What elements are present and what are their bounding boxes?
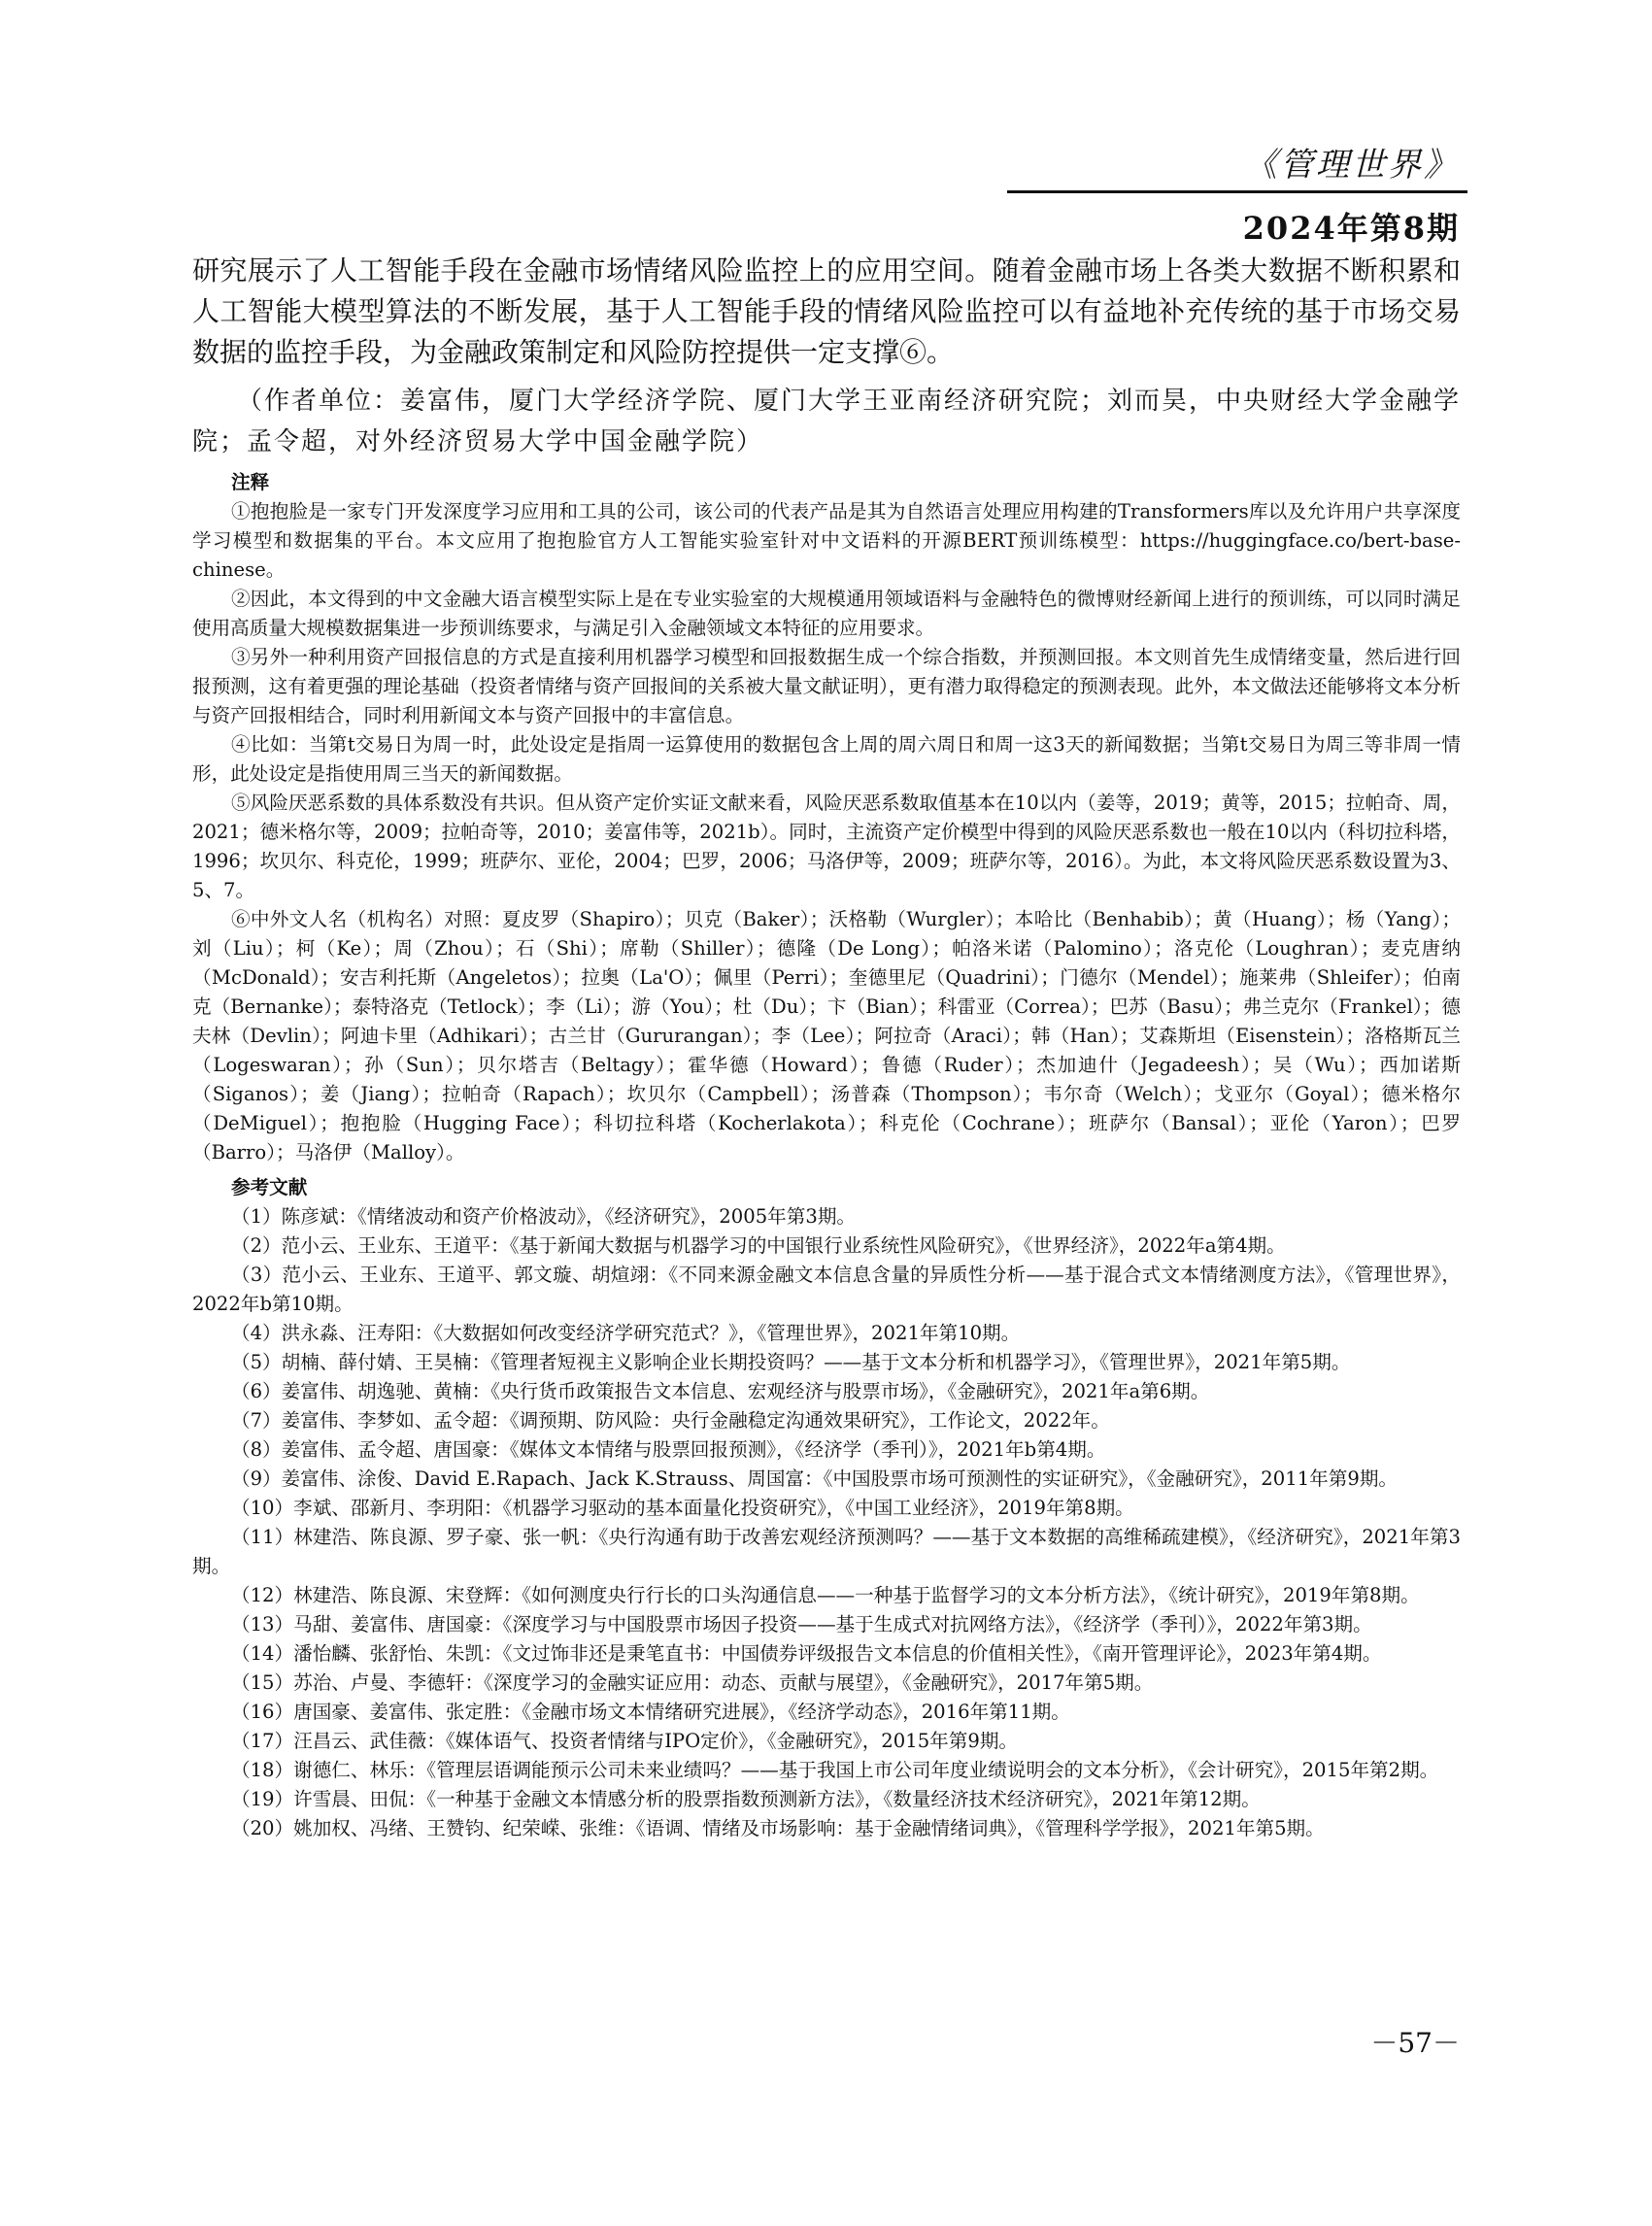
- reference-item: （20）姚加权、冯绪、王赞钧、纪荣嵘、张维：《语调、情绪及市场影响：基于金融情绪词典》，《管理科学学报》，2021年第5期。: [231, 1817, 1325, 1839]
- reference-item: （11）林建浩、陈良源、罗子豪、张一帆：《央行沟通有助于改善宏观经济预测吗？——基于文本数据的高维稀疏建模》，《经济研究》，2021年第3期。: [192, 1526, 1461, 1577]
- journal-title: 《管理世界》: [1244, 146, 1460, 185]
- note-6: ⑥中外文人名（机构名）对照：夏皮罗（Shapiro）；贝克（Baker）；沃格勒（Wurgler）；本哈比（Benhabib）；黄（Huang）；杨（Yang）；刘（Liu）；柯（Ke）；周（Zhou）；石（Shi）；席勒（Shiller）；德隆（De Long）；帕洛米诺（Palomino）；洛克伦（Loughran）；麦克唐纳（McDonald）；安吉利托斯（Angeletos）；拉奥（La'O）；佩里（Perri）；奎德里尼（Quadrini）；门德尔（Mendel）；施莱弗（Shleifer）；伯南克（Bernanke）；泰特洛克（Tetlock）；李（Li）；游（You）；杜（Du）；卞（Bian）；科雷亚（Correa）；巴苏（Basu）；弗兰克尔（Frankel）；德夫林（Devlin）；阿迪卡里（Adhikari）；古兰甘（Gururangan）；李（Lee）；阿拉奇（Araci）；韩（Han）；艾森斯坦（Eisenstein）；洛格斯瓦兰（Logeswaran）；孙（Sun）；贝尔塔吉（Beltagy）；霍华德（Howard）；鲁德（Ruder）；杰加迪什（Jegadeesh）；吴（Wu）；西加诺斯（Siganos）；姜（Jiang）；拉帕奇（Rapach）；坎贝尔（Campbell）；汤普森（Thompson）；韦尔奇（Welch）；戈亚尔（Goyal）；德米格尔（DeMiguel）；抱抱脸（Hugging Face）；科切拉科塔（Kocherlakota）；科克伦（Cochrane）；班萨尔（Bansal）；亚伦（Yaron）；巴罗（Barro）；马洛伊（Malloy）。: [192, 908, 1461, 1164]
- affiliation-text: （作者单位：姜富伟，厦门大学经济学院、厦门大学王亚南经济研究院；刘而昊，中央财经大学金融学院；孟令超，对外经济贸易大学中国金融学院）: [192, 387, 1462, 456]
- reference-item: （19）许雪晨、田侃：《一种基于金融文本情感分析的股票指数预测新方法》，《数量经济技术经济研究》，2021年第12期。: [231, 1788, 1261, 1810]
- reference-item: （1）陈彦斌：《情绪波动和资产价格波动》，《经济研究》，2005年第3期。: [231, 1205, 857, 1228]
- references-section: [192, 1173, 1461, 1843]
- note-3: ③另外一种利用资产回报信息的方式是直接利用机器学习模型和回报数据生成一个综合指数，并预测回报。本文则首先生成情绪变量，然后进行回报预测，这有着更强的理论基础（投资者情绪与资产回报间的关系被大量文献证明），更有潜力取得稳定的预测表现。此外，本文做法还能够将文本分析与资产回报相结合，同时利用新闻文本与资产回报中的丰富信息。: [192, 646, 1461, 726]
- note-4: ④比如：当第t交易日为周一时，此处设定是指周一运算使用的数据包含上周的周六周日和周一这3天的新闻数据；当第t交易日为周三等非周一情形，此处设定是指使用周三当天的新闻数据。: [192, 733, 1461, 785]
- reference-item: （13）马甜、姜富伟、唐国豪：《深度学习与中国股票市场因子投资——基于生成式对抗网络方法》，《经济学（季刊）》，2022年第3期。: [231, 1613, 1372, 1636]
- reference-item: （4）洪永淼、汪寿阳：《大数据如何改变经济学研究范式？》，《管理世界》，2021年第10期。: [231, 1322, 1021, 1344]
- note-1: ①抱抱脸是一家专门开发深度学习应用和工具的公司，该公司的代表产品是其为自然语言处理应用构建的Transformers库以及允许用户共享深度学习模型和数据集的平台。本文应用了抱抱脸官方人工智能实验室针对中文语料的开源BERT预训练模型：https://huggingface.co/bert-base-chinese。: [192, 500, 1461, 581]
- note-2: ②因此，本文得到的中文金融大语言模型实际上是在专业实验室的大规模通用领域语料与金融特色的微博财经新闻上进行的预训练，可以同时满足使用高质量大规模数据集进一步预训练要求，与满足引入金融领域文本特征的应用要求。: [192, 588, 1461, 639]
- reference-item: （10）李斌、邵新月、李玥阳：《机器学习驱动的基本面量化投资研究》，《中国工业经济》，2019年第8期。: [231, 1497, 1134, 1519]
- notes-heading: 注释: [231, 471, 270, 493]
- author-affiliation: [192, 381, 1461, 462]
- header-rule: [1007, 190, 1467, 193]
- reference-item: （18）谢德仁、林乐：《管理层语调能预示公司未来业绩吗？——基于我国上市公司年度业绩说明会的文本分析》，《会计研究》，2015年第2期。: [231, 1759, 1439, 1781]
- reference-item: （12）林建浩、陈良源、宋登辉：《如何测度央行行长的口头沟通信息——一种基于监督学习的文本分析方法》，《统计研究》，2019年第8期。: [231, 1584, 1420, 1606]
- main-paragraph: 研究展示了人工智能手段在金融市场情绪风险监控上的应用空间。随着金融市场上各类大数据不断积累和人工智能大模型算法的不断发展，基于人工智能手段的情绪风险监控可以有益地补充传统的基于市场交易数据的监控手段，为金融政策制定和风险防控提供一定支撑⑥。: [192, 254, 1461, 368]
- reference-item: （15）苏治、卢曼、李德轩：《深度学习的金融实证应用：动态、贡献与展望》，《金融研究》，2017年第5期。: [231, 1671, 1154, 1694]
- main-text: [192, 251, 1461, 373]
- notes-section: [192, 468, 1461, 1167]
- reference-item: （8）姜富伟、孟令超、唐国豪：《媒体文本情绪与股票回报预测》，《经济学（季刊）》，2021年b第4期。: [231, 1438, 1106, 1461]
- reference-item: （16）唐国豪、姜富伟、张定胜：《金融市场文本情绪研究进展》，《经济学动态》，2016年第11期。: [231, 1701, 1070, 1723]
- references-heading: 参考文献: [231, 1176, 308, 1198]
- page-number: －57－: [1370, 2027, 1460, 2059]
- reference-item: （2）范小云、王业东、王道平：《基于新闻大数据与机器学习的中国银行业系统性风险研究》，《世界经济》，2022年a第4期。: [231, 1234, 1286, 1257]
- reference-item: （17）汪昌云、武佳薇：《媒体语气、投资者情绪与IPO定价》，《金融研究》，2015年第9期。: [231, 1730, 1019, 1752]
- issue-label: 2024年第8期: [1242, 210, 1460, 247]
- note-5: ⑤风险厌恶系数的具体系数没有共识。但从资产定价实证文献来看，风险厌恶系数取值基本在10以内（姜等，2019；黄等，2015；拉帕奇、周，2021；德米格尔等，2009；拉帕奇等，2010；姜富伟等，2021b）。同时，主流资产定价模型中得到的风险厌恶系数也一般在10以内（科切拉科塔，1996；坎贝尔、科克伦，1999；班萨尔、亚伦，2004；巴罗，2006；马洛伊等，2009；班萨尔等，2016）。为此，本文将风险厌恶系数设置为3、5、7。: [192, 792, 1461, 901]
- reference-item: （7）姜富伟、李梦如、孟令超：《调预期、防风险：央行金融稳定沟通效果研究》，工作论文，2022年。: [231, 1409, 1110, 1432]
- reference-item: （5）胡楠、薛付婧、王昊楠：《管理者短视主义影响企业长期投资吗？——基于文本分析和机器学习》，《管理世界》，2021年第5期。: [231, 1351, 1351, 1373]
- reference-item: （9）姜富伟、涂俊、David E.Rapach、Jack K.Strauss、周国富：《中国股票市场可预测性的实证研究》，《金融研究》，2011年第9期。: [231, 1467, 1399, 1490]
- reference-item: （6）姜富伟、胡逸驰、黄楠：《央行货币政策报告文本信息、宏观经济与股票市场》，《金融研究》，2021年a第6期。: [231, 1380, 1210, 1402]
- reference-item: （14）潘怡麟、张舒怡、朱凯：《文过饰非还是秉笔直书：中国债券评级报告文本信息的价值相关性》，《南开管理评论》，2023年第4期。: [231, 1642, 1382, 1665]
- reference-item: （3）范小云、王业东、王道平、郭文璇、胡煊翊：《不同来源金融文本信息含量的异质性分析——基于混合式文本情绪测度方法》，《管理世界》，2022年b第10期。: [192, 1264, 1461, 1315]
